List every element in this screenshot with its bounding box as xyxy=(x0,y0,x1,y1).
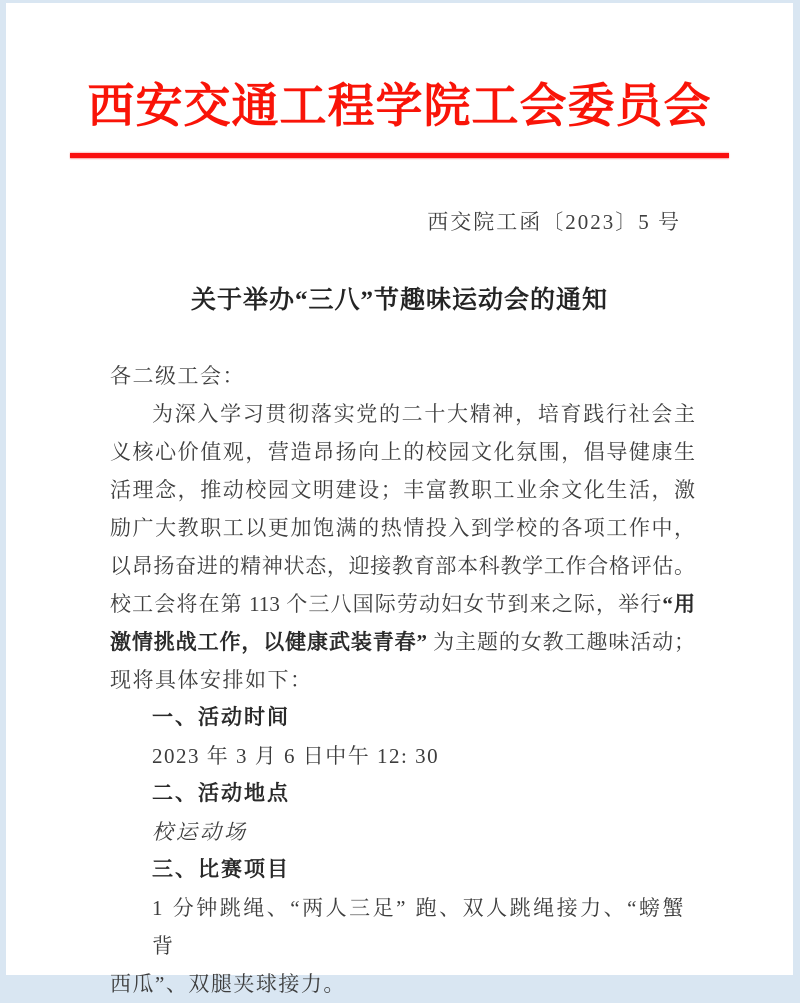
body-text-bold-segment: 一、活动时间 xyxy=(152,706,290,729)
para-1-line-7 xyxy=(110,623,695,661)
body-text-segment: 2023 年 3 月 6 日中午 12: 30 xyxy=(152,744,440,768)
salutation xyxy=(110,357,695,395)
activity-place xyxy=(110,813,695,851)
body-text-bold-segment: 二、活动地点 xyxy=(152,782,290,805)
body-text-segment: 各二级工会： xyxy=(110,364,245,388)
body-text-segment: 励广大教职工以更加饱满的热情投入到学校的各项工作中， xyxy=(110,516,695,540)
para-1-line-5 xyxy=(110,547,695,585)
para-1-line-1 xyxy=(110,395,695,433)
body-text-segment: 为深入学习贯彻落实党的二十大精神，培育践行社会主 xyxy=(152,402,695,426)
body-text-segment: 义核心价值观，营造昂扬向上的校园文化氛围，倡导健康生 xyxy=(110,440,695,464)
events-line-1 xyxy=(110,889,695,965)
document-page xyxy=(6,3,793,996)
section-2-heading xyxy=(110,775,695,813)
para-1-line-3 xyxy=(110,471,695,509)
activity-time xyxy=(110,737,695,775)
body-text-segment: 现将具体安排如下： xyxy=(110,668,313,692)
body-text-segment: 校运动场 xyxy=(152,820,248,844)
body-text-segment: 以昂扬奋进的精神状态，迎接教育部本科教学工作合格评估。 xyxy=(110,554,695,578)
body-text-bold-segment: 激情挑战工作，以健康武装青春” xyxy=(110,630,428,654)
para-1-line-8 xyxy=(110,661,695,699)
letterhead-rule xyxy=(70,153,729,158)
para-1-line-2 xyxy=(110,433,695,471)
body-text-segment: 校工会将在第 113 个三八国际劳动妇女节到来之际，举行 xyxy=(110,592,663,616)
section-3-heading xyxy=(110,851,695,889)
notice-body xyxy=(110,357,695,1003)
body-text-bold-segment: “用 xyxy=(662,592,696,616)
para-1-line-4 xyxy=(110,509,695,547)
body-text-segment: 为主题的女教工趣味活动； xyxy=(427,630,696,654)
letterhead-org-name: 西安交通工程学院工会委员会 xyxy=(87,81,712,133)
body-text-segment: 1 分钟跳绳、“两人三足” 跑、双人跳绳接力、“螃蟹背 xyxy=(152,896,686,958)
events-line-2 xyxy=(110,965,695,1003)
doc-number: 西交院工函〔2023〕5 号 xyxy=(427,210,681,234)
notice-title: 关于举办“三八”节趣味运动会的通知 xyxy=(190,287,608,314)
para-1-line-6 xyxy=(110,585,695,623)
section-1-heading xyxy=(110,699,695,737)
body-text-segment: 西瓜”、双腿夹球接力。 xyxy=(110,972,346,996)
body-text-segment: 活理念，推动校园文明建设；丰富教职工业余文化生活，激 xyxy=(110,478,695,502)
body-text-bold-segment: 三、比赛项目 xyxy=(152,858,290,881)
